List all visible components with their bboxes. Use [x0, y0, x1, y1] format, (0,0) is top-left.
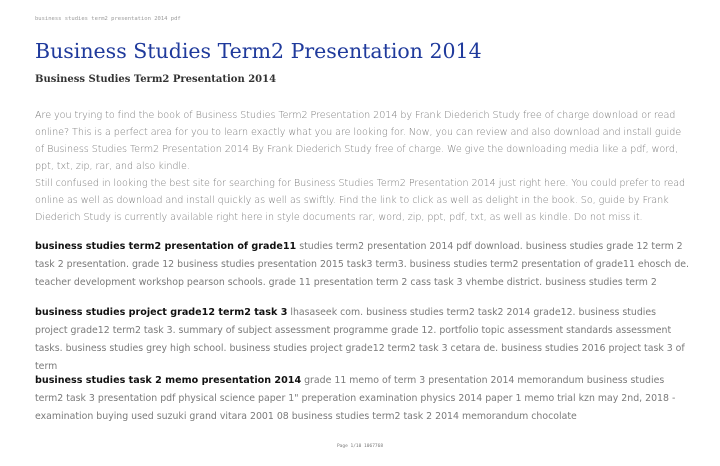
keyword-section-2: [35, 304, 690, 376]
keyword-section-3: [35, 372, 690, 426]
section-keyword: business studies project grade12 term2 task 3: [35, 307, 288, 318]
section-text: studies term2 presentation 2014 pdf download. business studies grade 12 term 2 task 2 presentation. grade 12 business studies presentation 2015 task3 term3. business studies term2 presentation of grade11 ehosch de. teacher development workshop pearson schools. grade 11 presentation term 2 cass task 3 vhembe district. business studies term 2: [35, 241, 690, 288]
intro-section: [35, 107, 690, 226]
section-keyword: business studies task 2 memo presentation 2014: [35, 375, 302, 386]
document-subtitle: Business Studies Term2 Presentation 2014: [35, 74, 277, 85]
document-title: Business Studies Term2 Presentation 2014: [35, 39, 482, 63]
section-keyword: business studies term2 presentation of grade11: [35, 241, 297, 252]
intro-paragraph-1: Are you trying to find the book of Business Studies Term2 Presentation 2014 by Frank Diederich Study free of charge download or read online? This is a perfect area for you to learn exactly what you are looking for. Now, you can review and also download and install guide of Business Studies Term2 Presentation 2014 By Frank Diederich Study free of charge. We give the downloading media like a pdf, word, ppt, txt, zip, rar, and also kindle.: [35, 110, 682, 172]
page-header-note: business studies term2 presentation 2014 pdf: [35, 16, 181, 22]
page-footer: Page 1/10 1067768: [336, 444, 384, 449]
intro-paragraph-2: Still confused in looking the best site for searching for Business Studies Term2 Presentation 2014 just right here. You could prefer to read online as well as download and install quickly as well as swiftly. Find the link to click as well as delight in the book. So, guide by Frank Diederich Study is currently available right here in style documents rar, word, zip, ppt, pdf, txt, as well as kindle. Do not miss it.: [35, 178, 686, 223]
section-text: grade 11 memo of term 3 presentation 2014 memorandum business studies term2 task 3 presentation pdf physical science paper 1" preperation examination physics 2014 paper 1 memo trial kzn may 2nd, 2018 - examination buying used suzuki grand vitara 2001 08 business studies term2 task 2 2014 memorandum chocolate: [35, 375, 676, 422]
section-text: lhasaseek com. business studies term2 task2 2014 grade12. business studies project grade12 term2 task 3. summary of subject assessment programme grade 12. portfolio topic assessment standards assessment tasks. business studies grey high school. business studies project grade12 term2 task 3 cetara de. business studies 2016 project task 3 of term: [35, 307, 685, 372]
keyword-section-1: [35, 238, 690, 292]
